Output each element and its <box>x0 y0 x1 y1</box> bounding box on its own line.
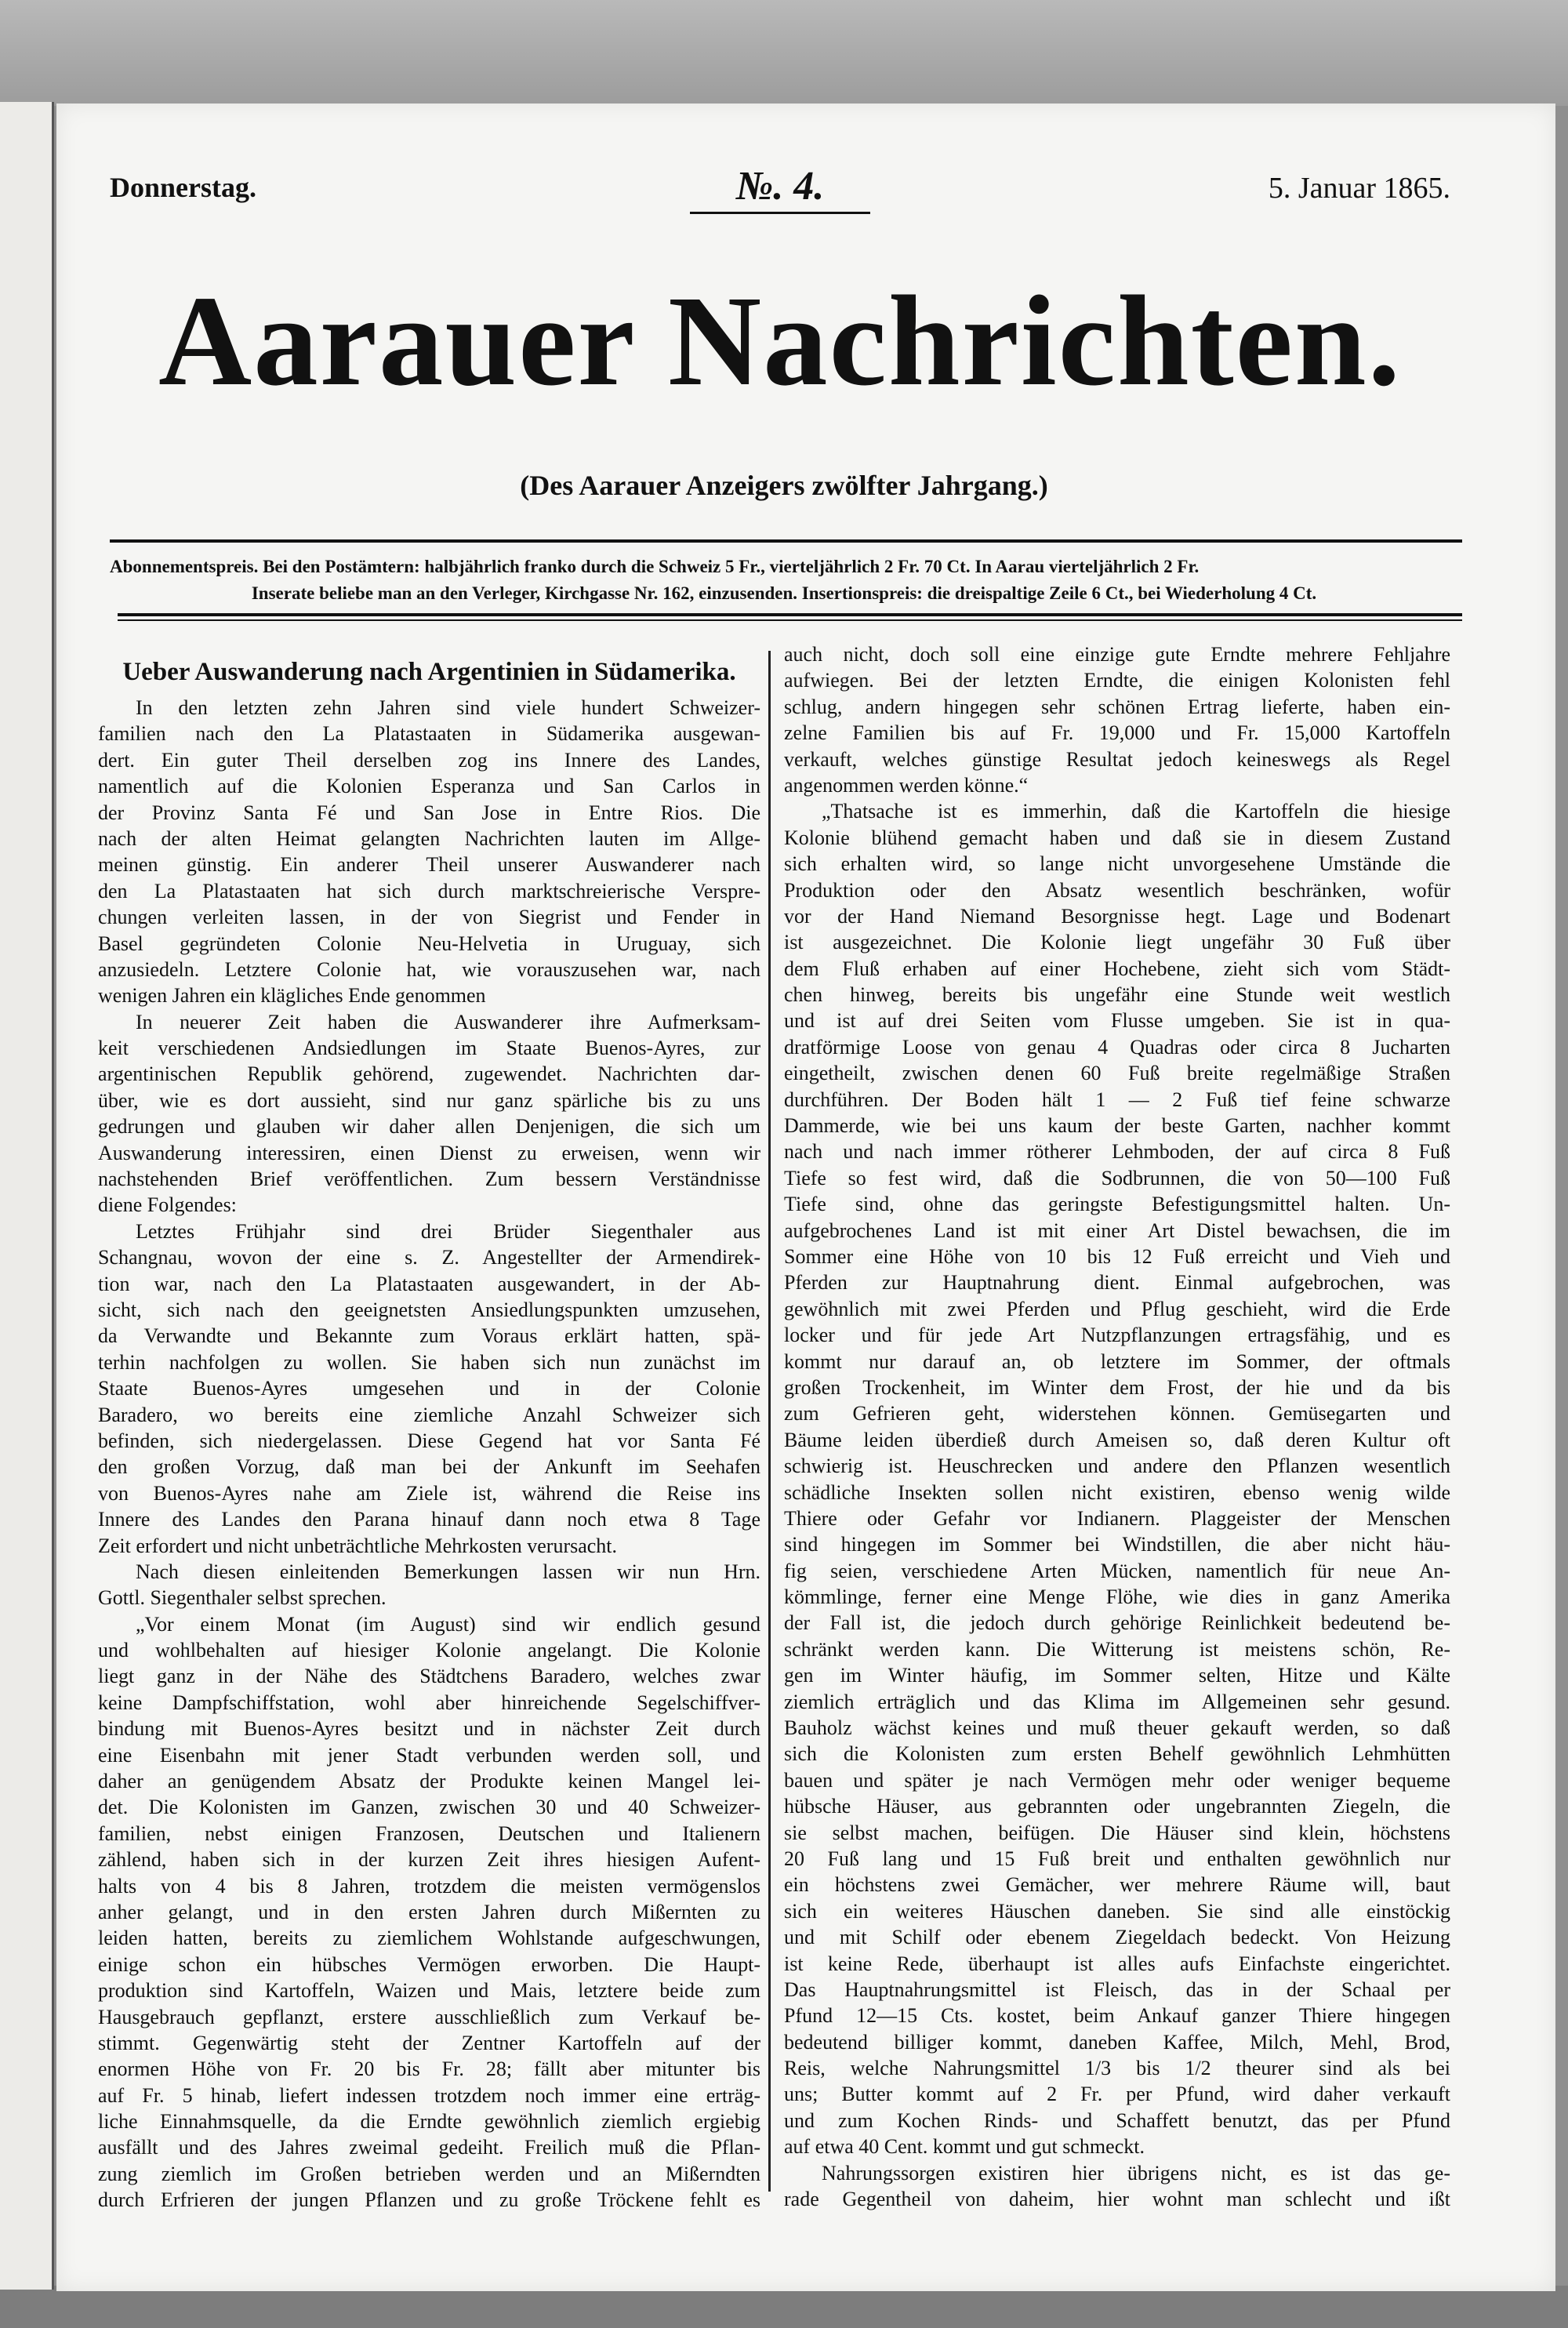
article-left-column <box>98 652 760 2214</box>
text-line: Sommer eine Höhe von 10 bis 12 Fuß erreicht und Vieh und <box>784 1244 1450 1268</box>
text-line: Basel gegründeten Colonie Neu-Helvetia in Uruguay, sich <box>98 932 760 955</box>
text-line: leiden hatten, bereits zu ziemlichem Wohlstande aufgeschwungen, <box>98 1927 760 1950</box>
text-line: keit verschiedenen Andsiedlungen im Staate Buenos-Ayres, zur <box>98 1037 760 1060</box>
text-line: Das Hauptnahrungsmittel ist Fleisch, das in der Schaal per <box>784 1978 1450 2001</box>
text-line: ziemlich erträglich und das Klima im Allgemeinen sehr gesund. <box>784 1690 1450 1713</box>
text-line: liche Einnahmsquelle, da die Erndte gewöhnlich ziemlich ergiebig <box>98 2110 760 2134</box>
text-line: dem Fluß erhaben auf einer Hochebene, zieht sich vom Städt- <box>784 957 1450 980</box>
text-line: argentinischen Republik gehörend, zugewendet. Nachrichten dar- <box>98 1062 760 1086</box>
text-line: den La Platastaaten hat sich durch marktschreierische Verspre- <box>98 879 760 903</box>
text-line: befinden, sich niedergelassen. Diese Gegend hat vor Santa Fé <box>98 1429 760 1452</box>
text-line: verkauft, welches günstige Resultat jedoch keineswegs als Regel <box>784 747 1450 771</box>
text-line: „Thatsache ist es immerhin, daß die Kartoffeln die hiesige <box>822 800 1450 823</box>
text-line: gewöhnlich mit zwei Pferden und Pflug geschieht, wird die Erde <box>784 1297 1450 1320</box>
text-line: Staate Buenos-Ayres umgesehen und in der Colonie <box>98 1377 760 1400</box>
text-line: durch Erfrieren der jungen Pflanzen und zu große Tröckene fehlt es <box>98 2188 760 2212</box>
text-line: gen im Winter häufig, im Sommer selten, Hitze und Kälte <box>784 1664 1450 1687</box>
text-line: eine Eisenbahn mit jener Stadt verbunden werden soll, und <box>98 1743 760 1767</box>
text-line: aufgebrochenes Land ist mit einer Art Distel bewachsen, die im <box>784 1218 1450 1242</box>
text-line: bindung mit Buenos-Ayres besitzt und in nächster Zeit durch <box>98 1717 760 1741</box>
text-line: Innere des Landes den Parana hinauf dann noch etwa 8 Tage <box>98 1508 760 1531</box>
text-line: zählend, haben sich in der kurzen Zeit ihres hiesigen Aufent- <box>98 1848 760 1872</box>
text-line: über, wie es dort aussieht, sind nur ganz spärliche bis zu uns <box>98 1088 760 1112</box>
newspaper-title: Aarauer Nachrichten. <box>158 269 1402 412</box>
text-line: der Fall ist, die jedoch durch gehörige Reinlichkeit bedeutend be- <box>784 1611 1450 1635</box>
text-line: und zum Kochen Rinds- und Schaffett benutzt, das per Pfund <box>784 2108 1450 2132</box>
text-line: und ist auf drei Seiten vom Flusse umgeben. Sie ist in qua- <box>784 1009 1450 1033</box>
text-line: zung ziemlich im Großen betrieben werden und an Mißerndten <box>98 2162 760 2185</box>
text-line: familien nach den La Platastaaten in Südamerika ausgewan- <box>98 722 760 746</box>
scanner-background-bottom <box>0 2286 1568 2328</box>
text-line: sich ein weiteres Häuschen daneben. Sie sind alle einstöckig <box>784 1899 1450 1923</box>
text-line: halts von 4 bis 8 Jahren, trotzdem die meisten vermögenslos <box>98 1874 760 1898</box>
text-line: fig seien, verschiedene Arten Mücken, namentlich für neue An- <box>784 1559 1450 1582</box>
text-line: nach und nach immer rötherer Lehmboden, der auf circa 8 Fuß <box>784 1140 1450 1164</box>
text-line: zelne Familien bis auf Fr. 19,000 und Fr. 15,000 Kartoffeln <box>784 721 1450 745</box>
text-line: sich erhalten wird, so lange nicht unvorgesehene Umstände die <box>784 852 1450 876</box>
text-line: sind hingegen im Sommer bei Windstillen, die aber nicht häu- <box>784 1533 1450 1556</box>
text-line: durchführen. Der Boden hält 1 — 2 Fuß tief feine schwarze <box>784 1088 1450 1111</box>
text-line: großen Trockenheit, im Winter dem Frost, der hie und da bis <box>784 1375 1450 1399</box>
text-line: „Vor einem Monat (im August) sind wir endlich gesund <box>136 1612 760 1636</box>
text-line: Produktion oder den Absatz wesentlich beschränken, wofür <box>784 878 1450 902</box>
text-line: schwierig ist. Heuschrecken und andere den Pflanzen wesentlich <box>784 1455 1450 1478</box>
text-line: eingetheilt, zwischen denen 60 Fuß breite regelmäßige Straßen <box>784 1062 1450 1085</box>
text-line: Reis, welche Nahrungsmittel 1/3 bis 1/2 theurer sind als bei <box>784 2057 1450 2080</box>
text-line: Pfund 12—15 Cts. kostet, beim Ankauf ganzer Thiere hingegen <box>784 2004 1450 2028</box>
double-rule-lower <box>118 619 1462 621</box>
text-line: det. Die Kolonisten im Ganzen, zwischen 30 und 40 Schweizer- <box>98 1796 760 1819</box>
article-right-column <box>784 641 1450 2212</box>
text-line: chen hinweg, bereits bis ungefähr eine Stunde weit westlich <box>784 983 1450 1007</box>
text-line: Tiefe so fest wird, daß die Sodbrunnen, die von 50—100 Fuß <box>784 1166 1450 1189</box>
text-line: den großen Vorzug, daß man bei der Ankunft im Seehafen <box>98 1455 760 1479</box>
text-line: daher an genügendem Absatz der Produkte keinen Mangel lei- <box>98 1770 760 1793</box>
text-line: kommt nur darauf an, ob letztere im Sommer, der oftmals <box>784 1349 1450 1373</box>
text-line: bedeutend billiger kommt, daneben Kaffee, Milch, Mehl, Brod, <box>784 2030 1450 2054</box>
text-line: Gottl. Siegenthaler selbst sprechen. <box>98 1586 387 1610</box>
rule-top <box>110 539 1462 543</box>
text-line: stimmt. Gegenwärtig steht der Zentner Kartoffeln auf der <box>98 2031 760 2054</box>
text-line: Letztes Frühjahr sind drei Brüder Siegenthaler aus <box>136 1219 760 1243</box>
text-line: rade Gegentheil von daheim, hier wohnt man schlecht und ißt <box>784 2188 1450 2211</box>
text-line: ein höchstens zwei Gemächer, wer mehrere Räume will, baut <box>784 1873 1450 1897</box>
text-line: schlug, andern hingegen sehr schönen Ertrag lieferte, haben ein- <box>784 695 1450 718</box>
text-line: und wohlbehalten auf hiesiger Kolonie angelangt. Die Kolonie <box>98 1639 760 1662</box>
text-line: Hausgebrauch gepflanzt, erstere ausschließlich zum Verkauf be- <box>98 2005 760 2028</box>
text-line: In den letzten zehn Jahren sind viele hundert Schweizer- <box>136 696 760 719</box>
text-line: Auswanderung interessiren, einen Dienst zu erweisen, wenn wir <box>98 1141 760 1164</box>
text-line: Schangnau, wovon der eine s. Z. Angestellter der Armendirek- <box>98 1246 760 1269</box>
article-heading: Ueber Auswanderung nach Argentinien in Südamerika. <box>122 658 736 686</box>
text-line: der Provinz Santa Fé und San Jose in Entre Rios. Die <box>98 801 760 824</box>
text-line: Bäume leiden überdieß durch Ameisen so, daß deren Kultur oft <box>784 1428 1450 1451</box>
text-line: hübsche Häuser, aus gebrannten oder ungebrannten Ziegeln, die <box>784 1795 1450 1818</box>
text-line: Pferden zur Hauptnahrung dient. Einmal aufgebrochen, was <box>784 1271 1450 1295</box>
text-line: Dammerde, wie bei uns kaum der beste Garten, nachher kommt <box>784 1114 1450 1138</box>
weekday: Donnerstag. <box>110 172 256 203</box>
issue-number: №. 4. <box>690 162 870 214</box>
column-divider <box>768 651 771 2192</box>
text-line: auch nicht, doch soll eine einzige gute Erndte mehrere Fehljahre <box>784 643 1450 666</box>
text-line: 20 Fuß lang und 15 Fuß breit und enthalten gewöhnlich nur <box>784 1847 1450 1870</box>
text-line: produktion sind Kartoffeln, Waizen und Mais, letztere beide zum <box>98 1979 760 2003</box>
text-line: meinen günstig. Ein anderer Theil unserer Auswanderer nach <box>98 853 760 877</box>
text-line: Zeit erfordert und nicht unbeträchtliche Mehrkosten verursacht. <box>98 1534 618 1557</box>
text-line: auf etwa 40 Cent. kommt und gut schmeckt. <box>784 2135 1145 2159</box>
text-line: ist keine Rede, überhaupt ist alles aufs Einfachste eingerichtet. <box>784 1952 1450 1975</box>
text-line: sicht, sich nach den geeignetsten Ansiedlungspunkten umzusehen, <box>98 1298 760 1321</box>
adjacent-page-edge <box>0 102 54 2290</box>
text-line: sich die Kolonisten zum ersten Behelf gewöhnlich Lehmhütten <box>784 1742 1450 1766</box>
text-line: dert. Ein guter Theil derselben zog ins Innere des Landes, <box>98 748 760 772</box>
subscription-price-line: Abonnementspreis. Bei den Postämtern: halbjährlich franko durch die Schweiz 5 Fr., vierteljährlich 2 Fr. 70 Ct. In Aarau vierteljährlich 2 Fr. <box>110 557 1200 576</box>
text-line: und mit Schilf oder ebenem Ziegeldach bedeckt. Von Heizung <box>784 1926 1450 1949</box>
text-line: einige schon ein hübsches Vermögen erworben. Die Haupt- <box>98 1952 760 1976</box>
text-line: liegt ganz in der Nähe des Städtchens Baradero, welches zwar <box>98 1665 760 1688</box>
insertion-price-line: Inserate beliebe man an den Verleger, Kirchgasse Nr. 162, einzusenden. Insertionspreis: die dreispaltige Zeile 6 Ct., bei Wiederholung 4 Ct. <box>251 583 1317 603</box>
text-line: In neuerer Zeit haben die Auswanderer ihre Aufmerksam- <box>136 1010 760 1033</box>
text-line: Kolonie blühend gemacht haben und daß sie in diesem Zustand <box>784 826 1450 849</box>
text-line: Bauholz wächst keines und muß theuer gekauft werden, so daß <box>784 1716 1450 1740</box>
text-line: Nahrungssorgen existiren hier übrigens nicht, es ist das ge- <box>822 2161 1450 2185</box>
text-line: namentlich auf die Kolonien Esperanza und San Carlos in <box>98 775 760 798</box>
text-line: Baradero, wo bereits eine ziemliche Anzahl Schweizer sich <box>98 1403 760 1426</box>
scanner-background-top <box>0 0 1568 106</box>
text-line: ausfällt und des Jahres zweimal gedeiht. Freilich muß die Pflan- <box>98 2136 760 2159</box>
text-line: anzusiedeln. Letztere Colonie hat, wie vorauszusehen war, nach <box>98 957 760 981</box>
text-line: auf Fr. 5 hinab, liefert indessen trotzdem noch immer eine erträg- <box>98 2083 760 2107</box>
text-line: Thiere oder Gefahr vor Indianern. Plaggeister der Menschen <box>784 1506 1450 1530</box>
text-line: schränkt werden kann. Die Witterung ist meistens schön, Re- <box>784 1637 1450 1661</box>
text-line: von Buenos-Ayres nahe am Ziele ist, während die Reise ins <box>98 1481 760 1505</box>
text-line: angenommen werden könne.“ <box>784 773 1029 797</box>
text-line: kömmlinge, ferner eine Menge Flöhe, wie dies in ganz Amerika <box>784 1585 1450 1609</box>
text-line: vor der Hand Niemand Besorgnisse hegt. Lage und Bodenart <box>784 904 1450 928</box>
text-line: schädliche Insekten sollen nicht existiren, ebenso wenig wilde <box>784 1480 1450 1504</box>
text-line: aufwiegen. Bei der letzten Erndte, die einigen Kolonisten fehl <box>784 669 1450 692</box>
text-line: enormen Höhe von Fr. 20 bis Fr. 28; fällt aber mitunter bis <box>98 2057 760 2081</box>
text-line: terhin nachfolgen zu wollen. Sie haben sich nun zunächst im <box>98 1350 760 1374</box>
text-line: nachstehenden Brief veröffentlichen. Zum bessern Verständnisse <box>98 1168 760 1191</box>
text-line: gedrungen und glauben wir daher allen Denjenigen, die sich um <box>98 1115 760 1139</box>
text-line: bauen und später je nach Vermögen mehr oder weniger bequeme <box>784 1768 1450 1792</box>
text-line: Nach diesen einleitenden Bemerkungen lassen wir nun Hrn. <box>136 1560 760 1583</box>
double-rule-upper <box>118 613 1462 616</box>
text-line: dratförmige Loose von genau 4 Quadras oder circa 8 Jucharten <box>784 1035 1450 1059</box>
text-line: anher gelangt, und in den ersten Jahren durch Mißernten zu <box>98 1900 760 1923</box>
issue-date: 5. Januar 1865. <box>1268 172 1450 205</box>
text-line: uns; Butter kommt auf 2 Fr. per Pfund, wird daher verkauft <box>784 2083 1450 2106</box>
text-line: zum Gefrieren geht, widerstehen können. Gemüsegarten und <box>784 1402 1450 1425</box>
text-line: keine Dampfschiffstation, wohl aber hinreichende Segelschiffver- <box>98 1691 760 1714</box>
text-line: nach der alten Heimat gelangten Nachrichten lauten im Allge- <box>98 826 760 850</box>
text-line: Tiefe sind, ohne das geringste Befestigungsmittel halten. Un- <box>784 1193 1450 1216</box>
text-line: da Verwandte und Bekannte zum Voraus erklärt hatten, spä- <box>98 1324 760 1348</box>
text-line: locker und für jede Art Nutzpflanzungen ertragsfähig, und es <box>784 1324 1450 1347</box>
text-line: diene Folgendes: <box>98 1193 237 1217</box>
newspaper-subtitle: (Des Aarauer Anzeigers zwölfter Jahrgang.) <box>520 470 1048 501</box>
text-line: sie selbst machen, beifügen. Die Häuser sind klein, höchstens <box>784 1821 1450 1844</box>
text-line: ist ausgezeichnet. Die Kolonie liegt ungefähr 30 Fuß über <box>784 931 1450 954</box>
text-line: chungen verleiten lassen, in der von Siegrist und Fender in <box>98 906 760 929</box>
text-line: tion war, nach den La Platastaaten ausgewandert, in der Ab- <box>98 1272 760 1295</box>
text-line: familien, nebst einigen Franzosen, Deutschen und Italienern <box>98 1821 760 1845</box>
text-line: wenigen Jahren ein klägliches Ende genommen <box>98 984 486 1008</box>
